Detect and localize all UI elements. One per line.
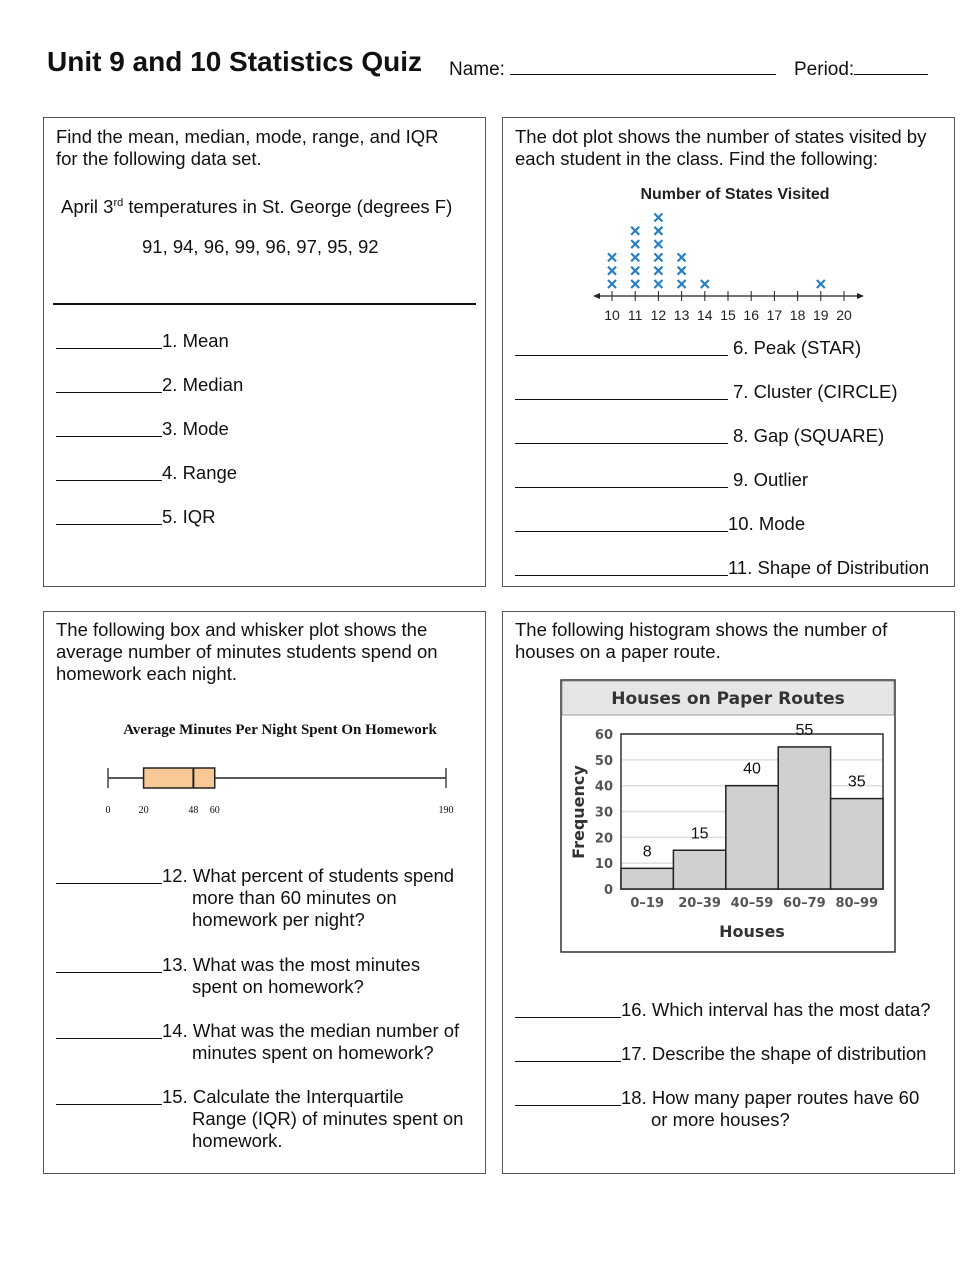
x-tick-label: 20–39 — [678, 896, 721, 911]
bar — [726, 786, 778, 889]
x-mark — [654, 240, 662, 248]
name-label-text: Name: — [449, 59, 505, 80]
bar — [778, 747, 830, 889]
histogram — [561, 680, 895, 952]
data-label: 55 — [795, 721, 814, 739]
x-mark — [608, 253, 616, 261]
data-label: 15 — [690, 825, 709, 843]
question-label: 7. Cluster (CIRCLE) — [733, 381, 898, 402]
x-mark — [631, 280, 639, 288]
y-axis-label: Frequency — [569, 765, 588, 859]
y-tick-label: 20 — [594, 831, 613, 847]
iqr-box — [144, 768, 215, 788]
question-label: more than 60 minutes on — [192, 887, 397, 908]
data-label: 35 — [847, 773, 866, 791]
box-plot — [106, 722, 454, 816]
data-label: 8 — [642, 843, 652, 861]
y-tick-label: 40 — [594, 779, 613, 795]
question-label: 11. Shape of Distribution — [728, 557, 930, 578]
question-label: homework per night? — [192, 909, 365, 930]
tick-label: 60 — [209, 805, 220, 816]
question-label: 9. Outlier — [733, 469, 809, 490]
histogram-title: Houses on Paper Routes — [611, 689, 845, 709]
y-tick-label: 50 — [594, 753, 613, 769]
x-mark — [631, 253, 639, 261]
x-mark — [654, 227, 662, 235]
tick-label: 0 — [105, 805, 111, 816]
tick-label: 12 — [650, 307, 667, 323]
quiz-title: Unit 9 and 10 Statistics Quiz — [47, 46, 422, 77]
x-mark — [608, 280, 616, 288]
y-tick-label: 0 — [603, 883, 613, 898]
x-mark — [678, 280, 686, 288]
instructions-line: average number of minutes students spend on — [56, 641, 438, 662]
tick-label: 190 — [438, 805, 454, 816]
instructions-line: homework each night. — [56, 663, 237, 684]
question-label: 18. How many paper routes have 60 — [621, 1087, 920, 1108]
dataset-title-text: April 3 — [61, 196, 114, 218]
arrow-right-icon — [857, 293, 864, 299]
tick-label: 18 — [789, 307, 806, 323]
question-label: homework. — [192, 1130, 283, 1151]
x-mark — [678, 253, 686, 261]
question-label: 15. Calculate the Interquartile — [162, 1086, 404, 1107]
question-label: 17. Describe the shape of distribution — [621, 1043, 927, 1064]
question-label: 6. Peak (STAR) — [733, 337, 862, 358]
instructions-line: each student in the class. Find the following: — [515, 148, 879, 169]
tick-label: 20 — [836, 307, 852, 323]
arrow-left-icon — [593, 293, 600, 299]
instructions-line: Find the mean, median, mode, range, and IQR — [56, 126, 439, 147]
question-label: spent on homework? — [192, 976, 364, 997]
dot-plot — [593, 186, 864, 323]
x-mark — [701, 280, 709, 288]
question-label: minutes spent on homework? — [192, 1042, 434, 1063]
y-tick-label: 30 — [594, 805, 613, 821]
bar — [831, 799, 883, 889]
instructions-line: The dot plot shows the number of states visited by — [515, 126, 927, 147]
question-label: 16. Which interval has the most data? — [621, 999, 931, 1020]
x-mark — [654, 253, 662, 261]
dataset-title-sup: rd — [113, 197, 124, 209]
period-label-text: Period: — [794, 59, 855, 80]
x-mark — [654, 280, 662, 288]
tick-label: 13 — [673, 307, 690, 323]
tick-label: 14 — [697, 307, 713, 323]
x-tick-label: 40–59 — [730, 896, 774, 911]
instructions-line: The following box and whisker plot shows the — [56, 619, 428, 640]
x-axis-label: Houses — [719, 922, 785, 941]
x-tick-label: 60–79 — [783, 896, 826, 911]
instructions-line: houses on a paper route. — [515, 641, 721, 662]
question-label: 2. Median — [162, 374, 244, 395]
tick-label: 10 — [604, 307, 620, 323]
question-label: 13. What was the most minutes — [162, 954, 421, 975]
question-label: 14. What was the median number of — [162, 1020, 460, 1041]
question-label: 4. Range — [162, 462, 238, 483]
x-mark — [654, 267, 662, 275]
tick-label: 16 — [743, 307, 759, 323]
question-label: 12. What percent of students spend — [162, 865, 455, 886]
question-label: 3. Mode — [162, 418, 229, 439]
dot-plot-title: Number of States Visited — [640, 186, 830, 203]
tick-label: 11 — [627, 307, 643, 323]
tick-label: 17 — [766, 307, 783, 323]
dataset-title-text: temperatures in St. George (degrees F) — [123, 196, 453, 218]
dataset-values: 91, 94, 96, 99, 96, 97, 95, 92 — [142, 236, 379, 257]
bar — [621, 868, 673, 889]
y-tick-label: 60 — [594, 728, 613, 743]
question-label: Range (IQR) of minutes spent on — [192, 1108, 464, 1129]
question-label: or more houses? — [651, 1109, 790, 1130]
question-label: 10. Mode — [728, 513, 806, 534]
data-label: 40 — [743, 760, 761, 778]
x-mark — [631, 227, 639, 235]
box-plot-title: Average Minutes Per Night Spent On Homework — [123, 722, 437, 738]
x-tick-label: 0–19 — [630, 896, 665, 911]
tick-label: 15 — [720, 307, 736, 323]
bar — [673, 850, 725, 889]
x-mark — [817, 280, 825, 288]
x-mark — [631, 267, 639, 275]
instructions-line: for the following data set. — [56, 148, 262, 169]
tick-label: 20 — [138, 805, 149, 816]
x-mark — [608, 267, 616, 275]
question-label: 1. Mean — [162, 330, 229, 351]
instructions-line: The following histogram shows the number of — [515, 619, 888, 640]
tick-label: 48 — [188, 805, 199, 816]
x-mark — [654, 214, 662, 222]
question-label: 8. Gap (SQUARE) — [733, 425, 885, 446]
x-tick-label: 80–99 — [835, 896, 879, 911]
question-label: 5. IQR — [162, 506, 216, 527]
x-mark — [678, 267, 686, 275]
x-mark — [631, 240, 639, 248]
tick-label: 19 — [813, 307, 829, 323]
y-tick-label: 10 — [594, 857, 613, 873]
